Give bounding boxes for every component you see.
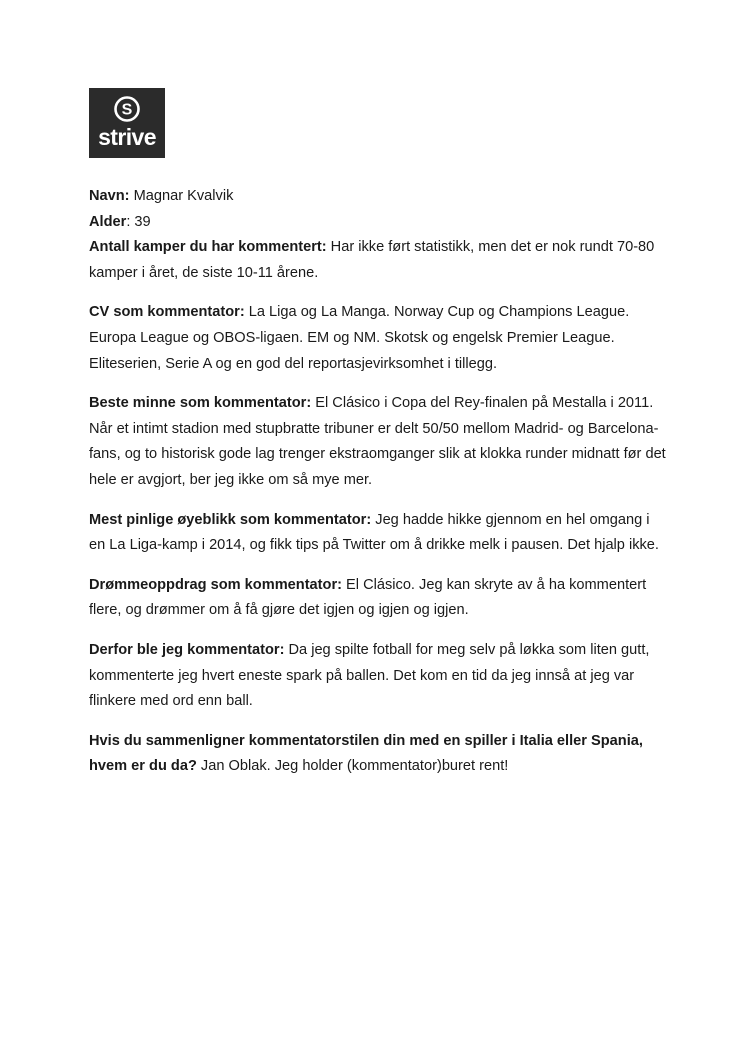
- svg-text:S: S: [121, 101, 133, 119]
- strive-s-icon: [113, 95, 141, 123]
- dream-assignment-label: Drømmeoppdrag som kommentator:: [89, 576, 342, 593]
- best-memory-text: El Clásico i Copa del Rey-finalen på Mestalla i 2011. Når et intimt stadion med stupbratte tribuner er delt 50/50 mellom Madrid- og Barcelona-fans, og to historisk gode lag trenger ekstraomganger slik at klokka runder midnatt før det hele er avgjort, ber jeg ikke om så mye mer.: [89, 395, 666, 488]
- why-commentator-text: Da jeg spilte fotball for meg selv på løkka som liten gutt, kommenterte jeg hvert eneste spark på ballen. Det kom en tid da jeg innså at jeg var flinkere med ord enn ball.: [89, 641, 650, 710]
- age-value: : 39: [126, 213, 151, 230]
- embarrassing-moment-label: Mest pinlige øyeblikk som kommentator:: [89, 511, 372, 528]
- player-comparison-text: Jan Oblak. Jeg holder (kommentator)buret rent!: [196, 758, 509, 775]
- name-line: [89, 184, 669, 210]
- age-label: Alder: [89, 213, 127, 230]
- age-line: [89, 210, 669, 236]
- name-value: Magnar Kvalvik: [129, 188, 234, 204]
- embarrassing-moment-section: [89, 508, 669, 559]
- cv-section: [89, 300, 669, 377]
- cv-text: La Liga og La Manga. Norway Cup og Champions League. Europa League og OBOS-ligaen. EM og NM. Skotsk og engelsk Premier League. Eliteserien, Serie A og en god del reportasjevirksomhet i tillegg.: [89, 304, 630, 372]
- best-memory-label: Beste minne som kommentator:: [89, 395, 312, 412]
- cv-label: CV som kommentator:: [89, 304, 245, 321]
- dream-assignment-text: El Clásico. Jeg kan skryte av å ha kommentert flere, og drømmer om å få gjøre det igjen og igjen og igjen.: [89, 576, 647, 619]
- interview-document: [89, 184, 669, 780]
- strive-logo: [89, 88, 165, 158]
- dream-assignment-section: [89, 573, 669, 624]
- why-commentator-section: [89, 638, 669, 715]
- player-comparison-label: Hvis du sammenligner kommentatorstilen din med en spiller i Italia eller Spania, hvem er du da?: [89, 732, 643, 775]
- name-label: Navn:: [89, 188, 130, 204]
- matches-value: Har ikke ført statistikk, men det er nok rundt 70-80 kamper i året, de siste 10-11 årene.: [89, 239, 655, 281]
- embarrassing-moment-text: Jeg hadde hikke gjennom en hel omgang i en La Liga-kamp i 2014, og fikk tips på Twitter om å drikke melk i pausen. Det hjalp ikke.: [89, 511, 659, 554]
- best-memory-section: [89, 391, 669, 493]
- player-comparison-section: [89, 729, 669, 780]
- logo-wordmark: strive: [98, 124, 156, 150]
- matches-line: [89, 235, 669, 286]
- matches-label: Antall kamper du har kommentert:: [89, 239, 327, 256]
- why-commentator-label: Derfor ble jeg kommentator:: [89, 641, 285, 658]
